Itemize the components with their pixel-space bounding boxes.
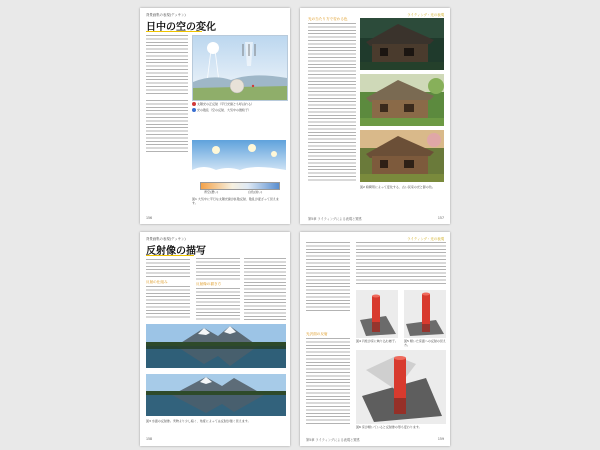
body-text bbox=[146, 100, 188, 152]
running-header: ライティング・光の表現 bbox=[407, 13, 444, 17]
body-text bbox=[306, 242, 350, 312]
running-header: ライティング・光の表現 bbox=[407, 237, 444, 241]
mountain-lake-photo-2 bbox=[146, 374, 286, 416]
figure-caption: 図1 大気中に平行な太陽光線が拡散反射、散乱が混ざって見えます。 bbox=[192, 197, 279, 205]
reflection-diagram-3 bbox=[356, 350, 446, 424]
legend-item: 光の散乱（空の反射、大気中の微粒子） bbox=[192, 108, 251, 112]
page-156 bbox=[140, 8, 290, 224]
running-header: 背景画集の表現(デッサン) bbox=[146, 237, 186, 241]
title-underline bbox=[146, 31, 202, 32]
cabin-photo-1 bbox=[360, 18, 444, 70]
subheading: 反射の仕組み bbox=[146, 280, 168, 284]
subheading: 反射像の描き方 bbox=[196, 282, 222, 286]
title-underline bbox=[146, 255, 194, 256]
legend-swatch bbox=[192, 108, 196, 112]
page-title: 反射像の描写 bbox=[146, 246, 206, 257]
sky-gradient-illustration bbox=[192, 140, 286, 178]
body-text bbox=[196, 288, 240, 320]
body-text bbox=[308, 23, 356, 183]
gradient-label: 白色(淡い) bbox=[248, 190, 263, 194]
gradient-label: 青空(濃い) bbox=[204, 190, 219, 194]
page-number: 158 bbox=[146, 437, 153, 441]
page-159 bbox=[300, 232, 450, 446]
figure-caption: 図5 傾いた床面への反射の見え方。 bbox=[404, 339, 446, 347]
running-footer: 第5章 ライティングによる表現と質感 bbox=[306, 438, 360, 442]
figure-caption: 図6 床が傾いていると反射像の形も変わります。 bbox=[356, 425, 422, 429]
body-text bbox=[196, 258, 240, 280]
page-number: 157 bbox=[437, 216, 444, 220]
cabin-photo-3 bbox=[360, 130, 444, 182]
subheading: 光沢面の反射 bbox=[306, 332, 328, 336]
figure-caption: 図4 円柱が床に映り込む様子。 bbox=[356, 339, 398, 343]
body-text bbox=[356, 242, 446, 286]
body-text bbox=[146, 286, 190, 320]
color-gradient-bar bbox=[200, 182, 280, 190]
light-diagram bbox=[192, 35, 288, 101]
body-text bbox=[306, 338, 350, 424]
figure-caption: 図3 水面の反射像。実物より少し暗く、角度によっては反射が強く見えます。 bbox=[146, 419, 251, 423]
body-text bbox=[244, 258, 286, 320]
legend-swatch bbox=[192, 102, 196, 106]
reflection-diagram-2 bbox=[404, 290, 446, 338]
running-header: 背景画集の表現(デッサン) bbox=[146, 13, 186, 17]
sun-icon bbox=[207, 42, 219, 54]
page-157 bbox=[300, 8, 450, 224]
running-footer: 第5章 ライティングによる表現と質感 bbox=[308, 217, 362, 221]
page-number: 159 bbox=[437, 437, 444, 441]
body-text bbox=[146, 259, 190, 277]
mountain-lake-photo-1 bbox=[146, 324, 286, 368]
page-title: 日中の空の変化 bbox=[146, 22, 216, 33]
subheading: 光の当たり方で変わる色 bbox=[308, 17, 348, 21]
figure-caption: 図2 時間帯によって変化する、古い民家の光と影の色。 bbox=[360, 185, 435, 189]
page-158 bbox=[140, 232, 290, 446]
cabin-photo-2 bbox=[360, 74, 444, 126]
page-number: 156 bbox=[146, 216, 153, 220]
legend-item: 太陽光の正反射（平行光線とも呼ばれる） bbox=[192, 102, 254, 106]
body-text bbox=[146, 35, 188, 95]
reflection-diagram-1 bbox=[356, 290, 398, 338]
